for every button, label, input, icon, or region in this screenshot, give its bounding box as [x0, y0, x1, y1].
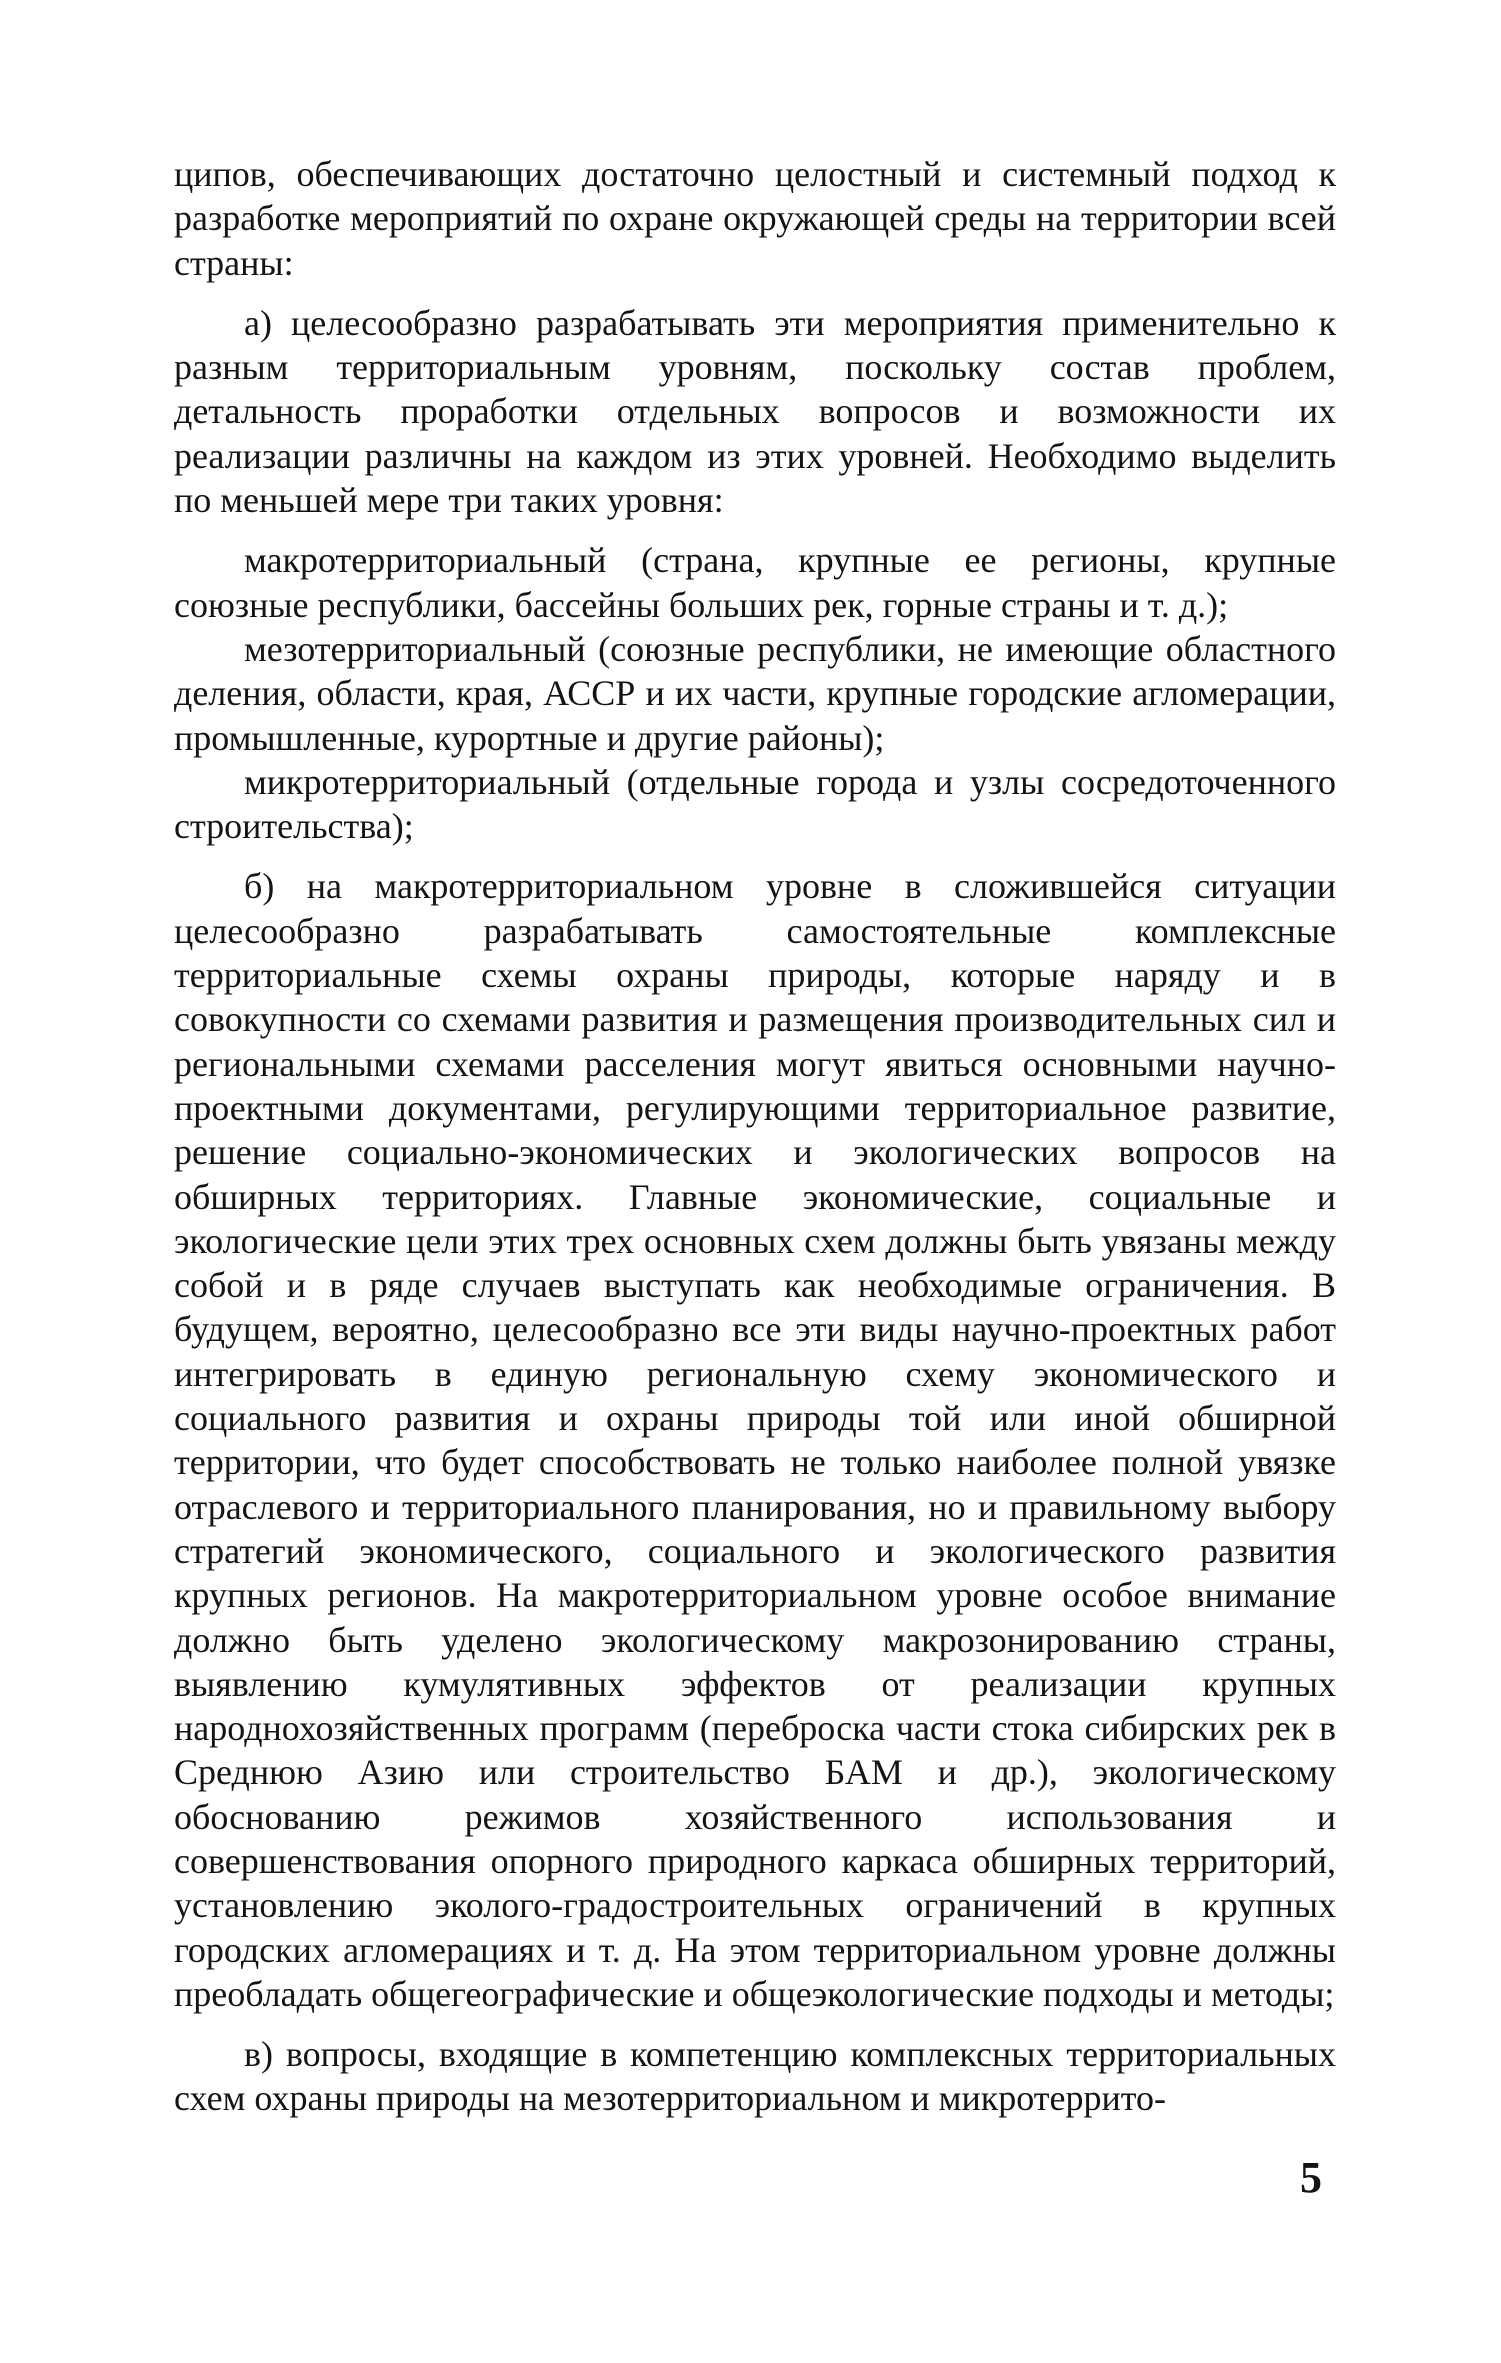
- paragraph-item-a: а) целесообразно разрабатывать эти мероприятия применительно к разным территориальным уровням, поскольку состав проблем, детальность проработки отдельных вопросов и возможности их реализации различны на каждом из этих уровней. Необходимо выделить по меньшей мере три таких уровня:: [174, 302, 1336, 521]
- paragraph-item-b: б) на макротерриториальном уровне в сложившейся ситуации целесообразно разрабатывать самостоятельные комплексные территориальные схемы охраны природы, которые наряду и в совокупности со схемами развития и размещения производительных сил и региональными схемами расселения могут явиться основными научно-проектными документами, регулирующими территориальное развитие, решение социально-экономических и экологических вопросов на обширных территориях. Главные экономические, социальные и экологические цели этих трех основных схем должны быть увязаны между собой и в ряде случаев выступать как необходимые ограничения. В будущем, вероятно, целесообразно все эти виды научно-проектных работ интегрировать в единую региональную схему экономического и социального развития и охраны природы той или иной обширной территории, что будет способствовать не только наиболее полной увязке отраслевого и территориального планирования, но и правильному выбору стратегий экономического, социального и экологического развития крупных регионов. На макротерриториальном уровне особое внимание должно быть уделено экологическому макрозонированию страны, выявлению кумулятивных эффектов от реализации крупных народнохозяйственных программ (переброска части стока сибирских рек в Среднюю Азию или строительство БАМ и др.), экологическому обоснованию режимов хозяйственного использования и совершенствования опорного природного каркаса обширных территорий, установлению эколого-градостроительных ограничений в крупных городских агломерациях и т. д. На этом территориальном уровне должны преобладать общегеографические и общеэкологические подходы и методы;: [174, 866, 1336, 2014]
- paragraph-level-macro: макротерриториальный (страна, крупные ее регионы, крупные союзные республики, бассейны больших рек, горные страны и т. д.);: [174, 540, 1336, 625]
- paragraph-continuation: ципов, обеспечивающих достаточно целостный и системный подход к разработке мероприятий по охране окружающей среды на территории всей страны:: [174, 154, 1336, 283]
- paragraph-item-v: в) вопросы, входящие в компетенцию комплексных территориальных схем охраны природы на мезотерриториальном и микротеррито-: [174, 2034, 1336, 2119]
- page-number: 5: [1300, 2153, 1322, 2202]
- paragraph-level-meso: мезотерриториальный (союзные республики, не имеющие областного деления, области, края, АССР и их части, крупные городские агломерации, промышленные, курортные и другие районы);: [174, 628, 1336, 758]
- paragraph-level-micro: микротерриториальный (отдельные города и узлы сосредоточенного строительства);: [174, 761, 1336, 847]
- page-body: [174, 152, 1336, 2121]
